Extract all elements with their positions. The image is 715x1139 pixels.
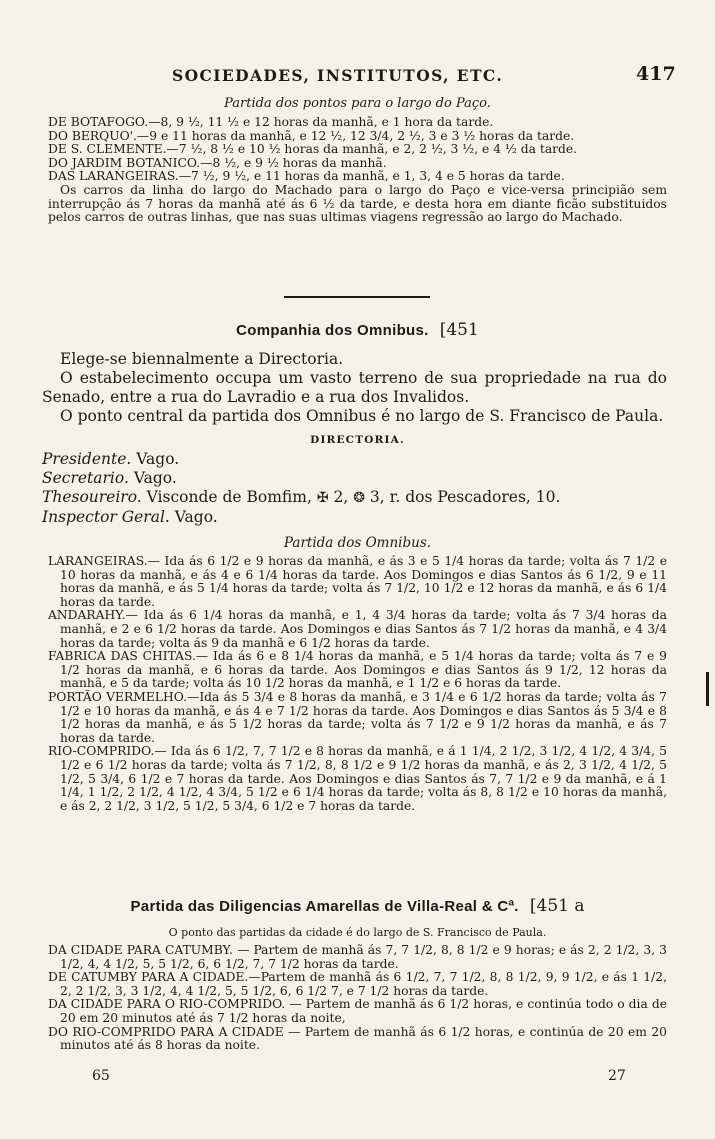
route-entry: DA CIDADE PARA CATUMBY. — Partem de manhã ás 7, 7 1/2, 8, 8 1/2 e 9 horas; e ás 2, 2 1/2, 3, 3 1/2, 4, 4 1/2, 5, 5 1/2, 6, 6 1/2, 7, 7 1/2 horas da tarde. [48,943,667,971]
omnibus-ref: [451 [439,320,479,340]
order-medal-icon: ❂ [353,490,365,506]
officer-row: Thesoureiro. Visconde de Bomfim, ✠ 2, ❂ 3, r. dos Pescadores, 10. [42,488,561,506]
omnibus-routes [48,555,667,813]
route-entry: PORTÃO VERMELHO.—Ida ás 5 3/4 e 8 horas da manhã, e 3 1/4 e 6 1/2 horas da tarde; volta ás 7 1/2 e 10 horas da manhã, e ás 4 e 7 1/2 horas da tarde. Aos Domingos e dias Santos ás 5 3/4 e 8 1/2 horas da manhã, e ás 5 1/2 horas da tarde; volta ás 7 1/2 e 9 1/2 horas da manhã, e ás 7 horas da tarde. [48,689,667,745]
route-entry: RIO-COMPRIDO.— Ida ás 6 1/2, 7, 7 1/2 e 8 horas da manhã, e á 1 1/4, 2 1/2, 3 1/2, 4 1/2, 4 3/4, 5 1/2 e 6 1/2 horas da tarde; volta ás 7 1/2, 8, 8 1/2 e 9 1/2 horas da manhã, e ás 2, 3 1/2, 4 1/2, 5 1/2, 5 3/4, 6 1/2 e 7 horas da tarde. Aos Domingos e dias Santos ás 7, 7 1/2 e 9 da manhã, e á 1 1/4, 1 1/2, 2 1/2, 4 1/2, 4 3/4, 5 1/2 e 6 1/4 horas da tarde; volta ás 8, 8 1/2 e 10 horas da manhã, e ás 2, 2 1/2, 3 1/2, 5 1/2, 5 3/4, 6 1/2 e 7 horas da tarde. [48,744,667,813]
diligencias-routes [48,944,667,1053]
officer-row: Secretario. Vago. [42,469,177,487]
schedule-line: DAS LARANGEIRAS.—7 ½, 9 ½, e 11 horas da manhã, e 1, 3, 4 e 5 horas da tarde. [48,169,565,184]
diligencias-heading: Partida das Diligencias Amarellas de Villa-Real & Cª. [451 a [130,896,585,916]
paragraph: O estabelecimento occupa um vasto terreno de sua propriedade na rua do Senado, entre a rua do Lavradio e a rua dos Invalidos. [42,369,667,406]
route-entry: ANDARAHY.— Ida ás 6 1/4 horas da manhã, e 1, 4 3/4 horas da tarde; volta ás 7 3/4 horas da manhã, e 2 e 6 1/2 horas da tarde. Aos Domingos e dias Santos ás 7 1/2 horas da manhã, e 4 3/4 horas da tarde; volta ás 9 da manhã e 6 1/2 horas da tarde. [48,608,667,650]
top-subtitle: Partida dos pontos para o largo do Paço. [224,96,491,111]
diligencias-note: O ponto das partidas da cidade é do largo de S. Francisco de Paula. [168,926,547,939]
route-entry: DA CIDADE PARA O RIO-COMPRIDO. — Partem de manhã ás 6 1/2 horas, e continúa todo o dia de 20 em 20 minutos até ás 7 1/2 horas da noite, [48,997,667,1025]
route-entry: DE CATUMBY PARA A CIDADE.—Partem de manhã ás 6 1/2, 7, 7 1/2, 8, 8 1/2, 9, 9 1/2, e ás 1 1/2, 2, 2 1/2, 3, 3 1/2, 4, 4 1/2, 5, 5 1/2, 6, 6 1/2 7, e 7 1/2 horas da tarde. [48,970,667,998]
section-divider [284,296,430,298]
running-header: SOCIEDADES, INSTITUTOS, ETC. [172,66,504,85]
route-entry: LARANGEIRAS.— Ida ás 6 1/2 e 9 horas da manhã, e ás 3 e 5 1/4 horas da tarde; volta ás 7 1/2 e 10 horas da manhã, e ás 4 e 6 1/4 horas da tarde. Aos Domingos e dias Santos ás 6 1/2, 9 e 11 horas da manhã, e ás 5 1/4 horas da tarde; volta ás 7 1/2, 10 1/2 e 12 horas da manhã, e ás 6 1/4 horas da tarde. [48,554,667,609]
officers-list [42,450,667,527]
officer-row: Presidente. Vago. [42,450,180,468]
footer-signature-left: 65 [92,1068,110,1084]
route-entry: FABRICA DAS CHITAS.— Ida ás 6 e 8 1/4 horas da manhã, e 5 1/4 horas da tarde; volta ás 7 e 9 1/2 horas da manhã, e 6 horas da tarde. Aos Domingos e dias Santos ás 9 1/2, 12 horas da manhã, e 5 da tarde; volta ás 10 1/2 horas da manhã, e 1 1/2 e 6 horas da tarde. [48,649,667,691]
diligencias-ref: [451 a [529,896,585,916]
paragraph: O ponto central da partida dos Omnibus é no largo de S. Francisco de Paula. [60,407,664,425]
top-note: Os carros da linha do largo do Machado para o largo do Paço e vice-versa principião sem interrupção ás 7 horas da manhã até ás 6 ½ da tarde, e desta hora em diante ficão substituidos pelos carros de outras linhas, que nas suas ultimas viagens regressão ao largo do Machado. [48,182,667,225]
officer-row: Inspector Geral. Vago. [42,508,218,526]
top-schedule-block [48,116,667,225]
schedule-line: DO JARDIM BOTANICO.—8 ½, e 9 ½ horas da manhã. [48,155,387,170]
page-number: 417 [636,63,676,85]
margin-mark [706,672,709,706]
footer-signature-right: 27 [608,1068,626,1084]
omnibus-heading: Companhia dos Omnibus. [451 [236,320,479,340]
order-cross-icon: ✠ [316,490,329,506]
schedule-line: DE BOTAFOGO.—8, 9 ½, 11 ½ e 12 horas da manhã, e 1 hora da tarde. [48,115,494,129]
schedule-line: DO BERQUO'.—9 e 11 horas da manhã, e 12 ½, 12 3/4, 2 ½, 3 e 3 ½ horas da tarde. [48,128,575,143]
route-entry: DO RIO-COMPRIDO PARA A CIDADE — Partem de manhã ás 6 1/2 horas, e continúa de 20 em 20 minutos até ás 8 horas da noite. [48,1024,667,1053]
omnibus-paragraphs [42,350,667,426]
partida-omnibus-title: Partida dos Omnibus. [283,535,432,551]
schedule-line: DE S. CLEMENTE.—7 ½, 8 ½ e 10 ½ horas da manhã, e 2, 2 ½, 3 ½, e 4 ½ da tarde. [48,142,578,157]
paragraph: Elege-se biennalmente a Directoria. [60,350,344,368]
directoria-label: DIRECTORIA. [310,434,405,446]
